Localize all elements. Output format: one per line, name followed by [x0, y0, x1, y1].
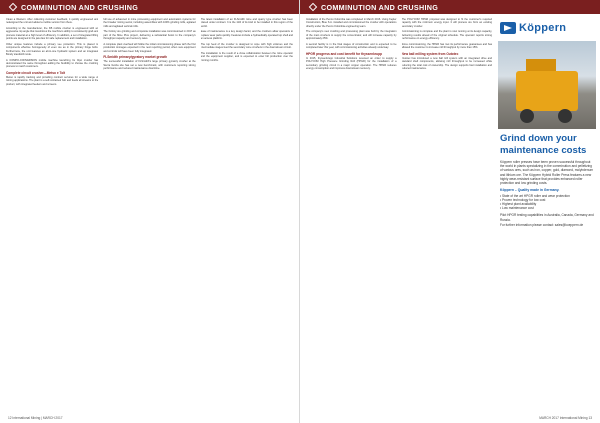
wheel-shape: [558, 109, 572, 123]
brand-name: Köppern: [519, 22, 567, 34]
paragraph: Commissioning is complete and the plant is now running at its design capacity, delivering results ahead of the original schedule. The operator reports strong performance on energy efficiency.: [401, 30, 492, 41]
subheading: New ball milling system from Outotec: [401, 51, 459, 56]
article-column-1: [306, 18, 397, 407]
subheading: FLSmidth primary/gyratory market growth: [103, 55, 168, 60]
paragraph: The installation is the result of a close collaboration between the mine operator and the equipment supplier, and is expected to enter full production over the coming months.: [200, 51, 293, 62]
article-columns: [306, 18, 492, 407]
ad-body: Köppern roller presses have been proven successful throughout the world in plants specializing in the comminution and pelletizing of various ores, such as iron, copper, gold, diamond, molybdenum and lithium ore. The Köppern Hybrid Roller Press features a new highly wear-resistant surface that provides enhanced roller protection and low grinding costs.: [500, 160, 594, 186]
paragraph: The company's new crushing and processing plant was built by the integration of the main crushers to supply the concentrator, and will increase capacity by approximately 25%.: [306, 30, 397, 41]
feature-list: [500, 194, 594, 211]
paragraph: Since commissioning, the HPGR has met its performance guarantees and has allowed the customer to increase mill throughput by more than 15%.: [401, 42, 492, 50]
paragraph: Other unique features include a primary vee protection. This is placed to components effective homogeneity of even ore as in the primary hinge bolts. Furthermore, the unit features an all-in-one hydraulic system and an integrated Bondy standstill mode.: [6, 42, 99, 57]
list-item: • Highest plant availability: [500, 202, 537, 207]
article-column-3: [201, 18, 293, 407]
paragraph: A COMPO-CONVERSION mobile machine launching Its Cipo crusher has demonstrated the same throughout adding the flexibility to choose the crushing process to match customers.: [6, 58, 99, 69]
ad-contact-link[interactable]: For further information please contact: sales@koeppern.de: [500, 222, 584, 227]
diamond-icon: [9, 3, 17, 11]
subheading: HPGR progress and cost benefit for thyssenkrupp: [306, 51, 382, 56]
section-banner: [300, 0, 600, 14]
list-item: • Proven technology for low cost: [500, 197, 546, 202]
subheading: Complete circuit crusher—Metso e Tolt: [6, 70, 66, 75]
paragraph: The successful installation of FLSmidth's large primary gyratory crusher at the Sierra Gorda site has set a new benchmark, with customers reporting strong performance and reduced maintenance downtime.: [103, 60, 196, 70]
advertisement[interactable]: [498, 18, 596, 407]
ad-subheading: Köppern – Quality made in Germany.: [500, 188, 560, 193]
wheel-shape: [520, 109, 534, 123]
list-item: • Low maintenance cost: [500, 206, 534, 211]
section-title: COMMINUTION AND CRUSHING: [321, 2, 439, 12]
paragraph: Installation of the Penco Colombia was completed in March 2016. Using Kepler Construction, Blue S.A. installed and commissioned the crusher with operations directly under the Penco Colombia engineering team.: [306, 18, 397, 28]
paragraph: In 2015, thyssenkrupp Industrial Solutions received an order to supply a POLYCOM High Pressure Grinding Roll (HPGR) for the installation of a secondary grinding circuit in a major copper operation. The HPGR reduces energy consumption and improves downstream recovery.: [306, 56, 397, 70]
ad-headline: Grind down your maintenance costs: [500, 133, 587, 156]
footer-text: MARCH 2017 International Mining 13: [539, 416, 592, 420]
list-item: • State of the art HPGR roller and wear protection: [500, 193, 570, 198]
brand-logo: [498, 18, 596, 38]
article-column-2: [402, 18, 493, 407]
paragraph: Clean a Western. After collecting customer feedback, it quickly engineered and redesigned the unit and added a mobile version from there.: [6, 18, 99, 25]
page-footer: [308, 416, 592, 420]
koppern-logo-icon: [500, 22, 516, 34]
ad-photo-roller-press: [498, 41, 596, 129]
article-column-1: [6, 18, 98, 407]
paragraph: A second facility is in the final stages of construction and is expected to be completed later this year, with commissioning activities already underway.: [306, 42, 397, 50]
diamond-icon: [309, 3, 317, 11]
paragraph: Outotec has introduced a new ball mill system with an integrated drive and standard shell components, allowing mill throughput to be increased while reducing the total cost of ownership. The design supports fast installation and reduced maintenance.: [401, 56, 492, 70]
ad-testing-note: Pilot HPGR testing capabilities in Australia, Canada, Germany and Russia.: [500, 213, 594, 222]
paragraph: Metso is rapidly tracking and providing contract services for a wide range of mining applications. The plant is a self-contained hub and feeds all streams to the product, with integrated feeders and screens.: [6, 75, 99, 86]
paragraph: Ease of maintenance is a key design factor, and the crushers allow operators to replace wear parts quickly. Features include a hydraulically operated top shell and an access platform.: [200, 30, 293, 41]
article-column-2: [103, 18, 195, 407]
section-banner: [0, 0, 299, 14]
page-footer: [8, 416, 291, 420]
paragraph: The latest installation of an FLSmidth mine and quarry type crusher has been placed under contract. It is the 11th of its kind to be installed in this region of the world.: [200, 18, 293, 28]
paragraph: A complete plant overhaul will follow the initial commissioning phase with the first production tonnages expected in the next reporting period, when new equipment and controls will have been fully integrated.: [103, 42, 196, 53]
paragraph: The Colony ore grinding and composite installation was commissioned in 2017 as part of the Mine Plus project, delivering a substantial boost to the company's throughput capacity and recovery rates.: [103, 30, 196, 41]
section-title: COMMINUTION AND CRUSHING: [21, 2, 139, 12]
paragraph: The POLYCOM HPGR proposal was designed to fit the customer's required capacity with the minimum energy input. It will process ore from an existing secondary crusher.: [401, 18, 492, 28]
paragraph: According to the manufacturer, the KB mobile crusher is engineered with an aggressive nip angle that maximizes the machine's ability to consistently grab and process material at a high level of efficiency. In addition, a set of integrated lifting points are designed in the jaw dies for safe replacement and installation.: [6, 26, 99, 41]
right-page: [300, 0, 600, 423]
machine-shape: [516, 71, 578, 111]
footer-text: 12 International Mining | MARCH 2017: [8, 416, 63, 420]
paragraph: The top feed of the crusher is designed to cope with high volumes and the intermediate stages feed the secondary cone crushers in the downstream circuit.: [200, 42, 293, 50]
article-columns: [6, 18, 293, 407]
paragraph: full use of advanced in mine processing equipment and automation systems for the broader mining sector, including assemblies with 100% grinding mills, agitated mills and agitated vertical mills.: [103, 18, 196, 28]
